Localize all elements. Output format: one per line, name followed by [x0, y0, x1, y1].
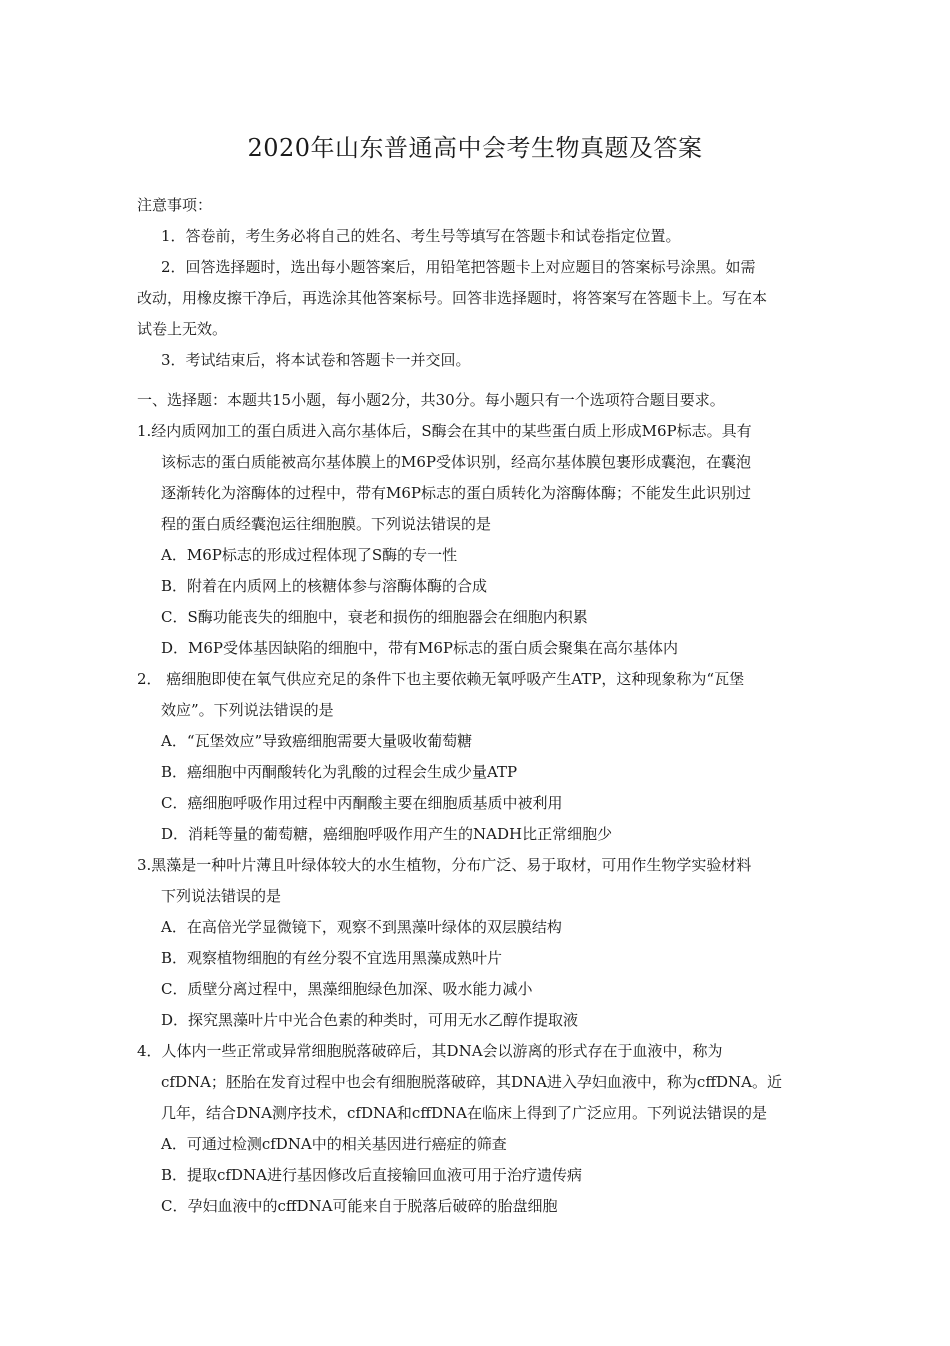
question-2-option-b: B．癌细胞中丙酮酸转化为乳酸的过程会生成少量ATP: [161, 763, 518, 781]
question-2: [137, 664, 817, 850]
question-1-stem-line-4: 程的蛋白质经囊泡运往细胞膜。下列说法错误的是: [161, 515, 492, 533]
question-4-option-a: A．可通过检测cfDNA中的相关基因进行癌症的筛查: [161, 1135, 507, 1153]
question-3: [137, 850, 817, 1036]
question-3-option-d: D．探究黑藻叶片中光合色素的种类时，可用无水乙醇作提取液: [161, 1011, 579, 1029]
question-4-stem-line-1: 4．人体内一些正常或异常细胞脱落破碎后，其DNA会以游离的形式存在于血液中，称为: [137, 1042, 723, 1060]
question-3-stem-line-1: 3.黑藻是一种叶片薄且叶绿体较大的水生植物，分布广泛、易于取材，可用作生物学实验材料: [137, 856, 752, 874]
notice-item-2-line-2: 改动，用橡皮擦干净后，再选涂其他答案标号。回答非选择题时，将答案写在答题卡上。写在本: [137, 289, 768, 307]
question-1-option-a: A．M6P标志的形成过程体现了S酶的专一性: [161, 546, 458, 564]
question-4-option-b: B．提取cfDNA进行基因修改后直接输回血液可用于治疗遗传病: [161, 1166, 582, 1184]
question-3-option-c: C．质壁分离过程中，黑藻细胞绿色加深、吸水能力减小: [161, 980, 533, 998]
question-4-stem-line-3: 几年，结合DNA测序技术，cfDNA和cffDNA在临床上得到了广泛应用。下列说法错误的是: [161, 1104, 767, 1122]
question-2-stem-line-2: 效应”。下列说法错误的是: [161, 701, 334, 719]
question-1-stem-line-3: 逐渐转化为溶酶体的过程中，带有M6P标志的蛋白质转化为溶酶体酶；不能发生此识别过: [161, 484, 751, 502]
question-4-option-c: C．孕妇血液中的cffDNA可能来自于脱落后破碎的胎盘细胞: [161, 1197, 558, 1215]
question-2-stem-line-1: 2． 癌细胞即使在氧气供应充足的条件下也主要依赖无氧呼吸产生ATP，这种现象称为“瓦堡: [137, 670, 745, 688]
notice-item-1: 1．答卷前，考生务必将自己的姓名、考生号等填写在答题卡和试卷指定位置。: [161, 227, 681, 245]
question-1-option-c: C．S酶功能丧失的细胞中，衰老和损伤的细胞器会在细胞内积累: [161, 608, 588, 626]
notice-heading: 注意事项：: [137, 196, 213, 214]
section-heading: 一、选择题：本题共15小题，每小题2分，共30分。每小题只有一个选项符合题目要求。: [137, 391, 725, 409]
notice-item-2-line-1: 2．回答选择题时，选出每小题答案后，用铅笔把答题卡上对应题目的答案标号涂黑。如需: [161, 258, 756, 276]
exam-body: [137, 190, 817, 1222]
question-3-stem-line-2: 下列说法错误的是: [161, 887, 282, 905]
notice-item-3: 3．考试结束后，将本试卷和答题卡一并交回。: [161, 351, 471, 369]
question-3-option-a: A．在高倍光学显微镜下，观察不到黑藻叶绿体的双层膜结构: [161, 918, 562, 936]
question-1-stem-line-2: 该标志的蛋白质能被高尔基体膜上的M6P受体识别，经高尔基体膜包裹形成囊泡，在囊泡: [161, 453, 751, 471]
notice-section: [137, 190, 817, 376]
page-title: 2020年山东普通高中会考生物真题及答案: [247, 134, 703, 162]
question-3-option-b: B．观察植物细胞的有丝分裂不宜选用黑藻成熟叶片: [161, 949, 503, 967]
question-2-option-d: D．消耗等量的葡萄糖，癌细胞呼吸作用产生的NADH比正常细胞少: [161, 825, 613, 843]
question-1-option-b: B．附着在内质网上的核糖体参与溶酶体酶的合成: [161, 577, 488, 595]
question-1-option-d: D．M6P受体基因缺陷的细胞中，带有M6P标志的蛋白质会聚集在高尔基体内: [161, 639, 679, 657]
question-1: [137, 416, 817, 664]
question-1-stem-line-1: 1.经内质网加工的蛋白质进入高尔基体后，S酶会在其中的某些蛋白质上形成M6P标志。具有: [137, 422, 752, 440]
question-4-stem-line-2: cfDNA；胚胎在发育过程中也会有细胞脱落破碎，其DNA进入孕妇血液中，称为cffDNA。近: [161, 1073, 782, 1091]
notice-item-2-line-3: 试卷上无效。: [137, 320, 228, 338]
section-gap: [137, 376, 817, 385]
question-4: [137, 1036, 817, 1222]
question-2-option-a: A．“瓦堡效应”导致癌细胞需要大量吸收葡萄糖: [161, 732, 473, 750]
question-2-option-c: C．癌细胞呼吸作用过程中丙酮酸主要在细胞质基质中被利用: [161, 794, 563, 812]
